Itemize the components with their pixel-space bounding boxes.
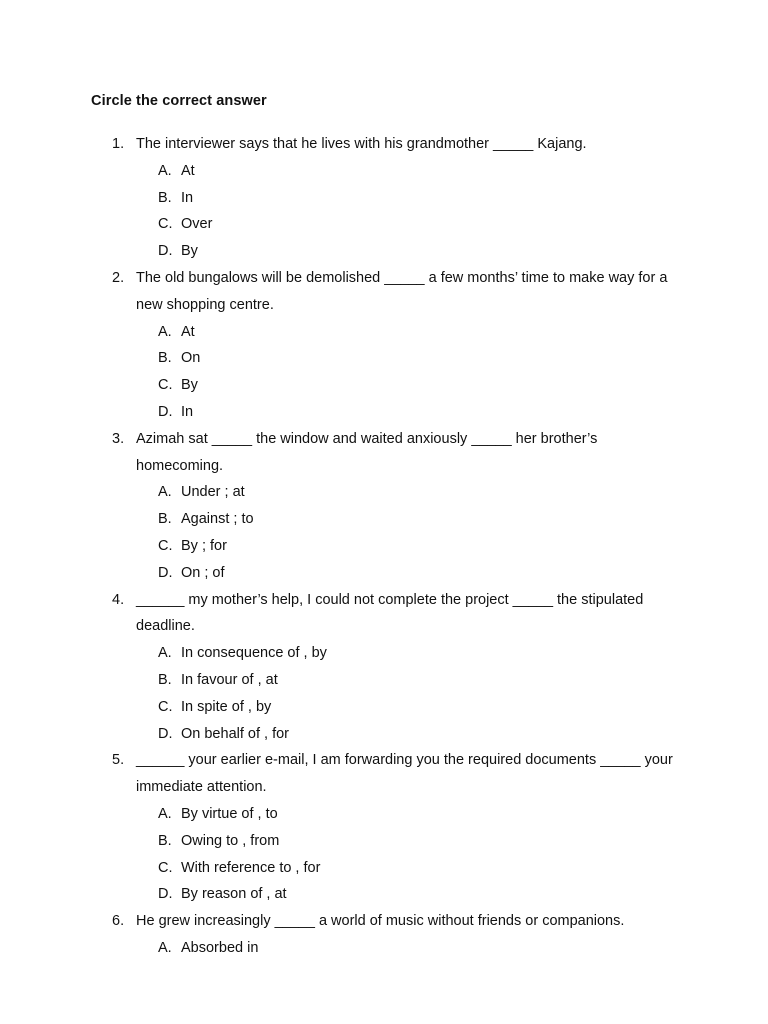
option-label: C. [158, 377, 173, 394]
option-list [0, 801, 768, 908]
worksheet-heading: Circle the correct answer [91, 93, 267, 109]
option-label: B. [158, 350, 172, 367]
option-label: D. [158, 243, 173, 260]
option-label: C. [158, 859, 173, 876]
option-text: At [181, 323, 195, 340]
option-label: C. [158, 698, 173, 715]
option-label: B. [158, 832, 172, 849]
question-text: He grew increasingly _____ a world of music without friends or companions. [136, 913, 625, 930]
option-c[interactable] [0, 211, 768, 238]
option-b[interactable] [0, 506, 768, 533]
question-1 [0, 131, 768, 265]
option-text: On [181, 350, 201, 367]
option-a[interactable] [0, 319, 768, 346]
question-number: 1. [112, 136, 125, 152]
option-d[interactable] [0, 560, 768, 587]
option-d[interactable] [0, 238, 768, 265]
option-label: D. [158, 725, 173, 742]
option-a[interactable] [0, 158, 768, 185]
question-number: 3. [112, 430, 125, 447]
question-number: 6. [112, 913, 125, 930]
option-c[interactable] [0, 533, 768, 560]
option-c[interactable] [0, 855, 768, 882]
option-list [0, 319, 768, 426]
option-label: B. [158, 671, 172, 688]
question-text: Azimah sat _____ the window and waited anxiously _____ her brother’s homecoming. [136, 430, 598, 474]
option-text: Over [181, 216, 213, 233]
option-label: D. [158, 403, 173, 420]
option-text: By ; for [181, 537, 227, 554]
question-text: ______ your earlier e-mail, I am forwarding you the required documents _____ your immediate attention. [136, 752, 673, 796]
option-b[interactable] [0, 667, 768, 694]
option-list [0, 479, 768, 586]
option-text: By virtue of , to [181, 805, 278, 822]
option-a[interactable] [0, 479, 768, 506]
option-text: In favour of , at [181, 671, 278, 688]
option-text: In consequence of , by [181, 645, 327, 662]
option-c[interactable] [0, 372, 768, 399]
question-number: 2. [112, 269, 125, 286]
question-list [0, 131, 768, 962]
option-b[interactable] [0, 345, 768, 372]
option-label: A. [158, 939, 172, 956]
question-number: 4. [112, 591, 125, 608]
option-text: With reference to , for [181, 859, 321, 876]
option-label: A. [158, 645, 172, 662]
option-text: At [181, 162, 195, 179]
option-text: In spite of , by [181, 698, 272, 715]
option-label: D. [158, 886, 173, 903]
option-text: By [181, 377, 198, 394]
question-text: The interviewer says that he lives with his grandmother _____ Kajang. [136, 136, 587, 152]
option-text: In [181, 189, 194, 206]
option-label: A. [158, 162, 172, 179]
option-label: C. [158, 537, 173, 554]
option-d[interactable] [0, 721, 768, 748]
option-a[interactable] [0, 801, 768, 828]
question-6 [0, 908, 768, 962]
option-text: Owing to , from [181, 832, 280, 849]
option-label: A. [158, 805, 172, 822]
question-5 [0, 747, 768, 908]
option-a[interactable] [0, 640, 768, 667]
option-text: Absorbed in [181, 939, 259, 956]
option-label: C. [158, 216, 173, 233]
option-b[interactable] [0, 185, 768, 212]
option-label: B. [158, 511, 172, 528]
option-label: A. [158, 484, 172, 501]
option-label: D. [158, 564, 173, 581]
option-label: B. [158, 189, 172, 206]
option-text: Under ; at [181, 484, 245, 501]
option-a[interactable] [0, 935, 768, 962]
option-list [0, 640, 768, 747]
question-text: The old bungalows will be demolished _____ a few months’ time to make way for a new shopping centre. [136, 269, 668, 313]
question-3 [0, 426, 768, 587]
option-text: On behalf of , for [181, 725, 290, 742]
option-text: On ; of [181, 564, 225, 581]
option-d[interactable] [0, 881, 768, 908]
option-b[interactable] [0, 828, 768, 855]
option-label: A. [158, 323, 172, 340]
question-2 [0, 265, 768, 426]
option-c[interactable] [0, 694, 768, 721]
option-d[interactable] [0, 399, 768, 426]
question-number: 5. [112, 752, 125, 769]
option-text: By [181, 243, 198, 260]
option-text: By reason of , at [181, 886, 287, 903]
option-list [0, 158, 768, 265]
option-text: In [181, 403, 194, 420]
option-text: Against ; to [181, 511, 254, 528]
question-4 [0, 587, 768, 748]
question-text: ______ my mother’s help, I could not complete the project _____ the stipulated deadline. [136, 591, 644, 635]
option-list [0, 935, 768, 962]
